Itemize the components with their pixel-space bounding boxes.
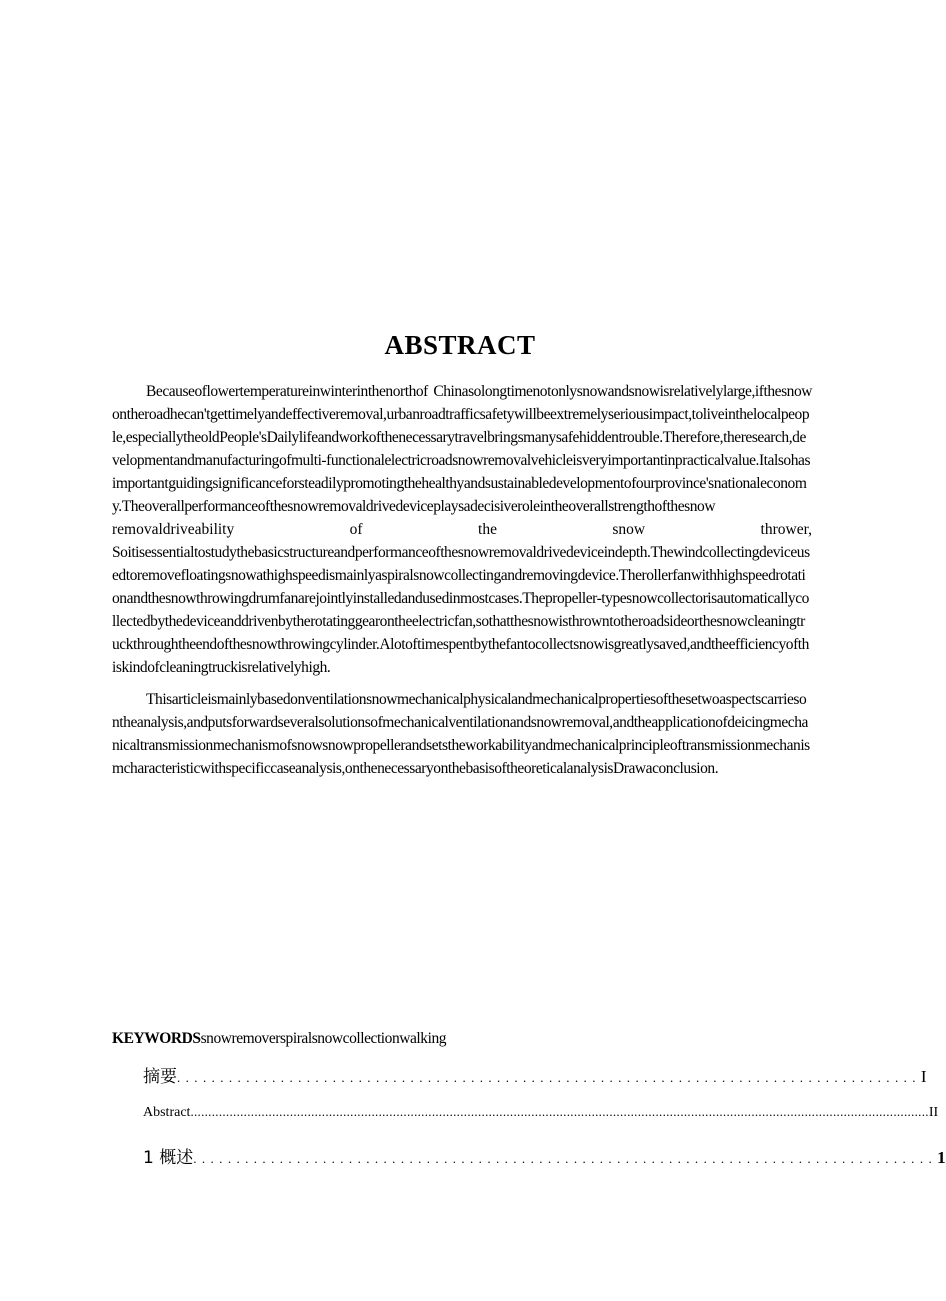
keywords-line bbox=[112, 1030, 446, 1048]
toc-item-label: Abstract bbox=[143, 1105, 191, 1120]
abstract-paragraph-1-part-1: Becauseoflowertemperatureinwinterinthenorthof Chinasolongtimenotonlysnowandsnowisrelativelylarge,ifthesnowontheroadhecan'tgettimelyandeffectiveremoval,urbanroadtrafficsafetywillbeextremelyseriousimpact,toliveinthelocalpeople,especiallytheoldPeople'sDailylifeandworkofthenecessarytravelbringsmanysafehiddentrouble.Therefore,theresearch,developmentandmanufacturingofmulti-functionalelectricroadsnowremovalvehicleisveryimportantinpracticalvalue.Italsohasimportantguidingsignificanceforsteadilypromotingthehealthyandsustainabledevelopmentofourprovince'snationaleconomy.Theoverallperformanceofthesnowremovaldrivedeviceplaysadecisiveroleintheoverallstrengthofthesnow bbox=[112, 383, 812, 515]
toc-item-abstract-en[interactable] bbox=[143, 1104, 939, 1121]
toc-page-number: 1 bbox=[937, 1148, 946, 1167]
toc-page-number: II bbox=[928, 1105, 939, 1120]
keywords-text: snowremoverspiralsnowcollectionwalking bbox=[200, 1030, 447, 1047]
toc-item-abstract-cn[interactable] bbox=[143, 1062, 927, 1087]
abstract-body bbox=[112, 380, 812, 780]
toc-item-label: 摘要 bbox=[143, 1067, 177, 1087]
toc-leader-dots: ...................................................................................... bbox=[193, 1151, 938, 1166]
toc-item-overview[interactable] bbox=[143, 1143, 946, 1168]
toc-page-number: I bbox=[920, 1067, 927, 1086]
toc-leader-dots: ...................................................................................... bbox=[177, 1070, 921, 1085]
toc-leader-dots: ................................................................................................................................................................................................................ bbox=[190, 1104, 929, 1119]
abstract-paragraph-2: Thisarticleismainlybasedonventilationsnowmechanicalphysicalandmechanicalpropertiesofthesetwoaspectscarriesontheanalysis,andputsforwardseveralsolutionsofmechanicalventilationandsnowremoval,andtheapplicationofdeicingmechanicaltransmissionmechanismofsnowsnowpropellerandsetstheworkabilityandmechanicalprincipleoftransmissionmechanismcharacteristicwithspecificcaseanalysis,onthenecessaryonthebasisoftheoreticalanalysisDrawaconclusion. bbox=[112, 691, 810, 777]
abstract-title: ABSTRACT bbox=[384, 330, 536, 360]
abstract-paragraph-1-part-2: Soitisessentialtostudythebasicstructureandperformanceofthesnowremovaldrivedeviceindepth.Thewindcollectingdeviceusedtoremovefloatingsnowathighspeedismainlyaspiralsnowcollectingandremovingdevice.Therollerfanwithhighspeedrotationandthesnowthrowingdrumfanarejointlyinstalledandusedinmostcases.Thepropeller-typesnowcollectorisautomaticallycollectedbythedeviceanddrivenbytherotatinggearontheelectricfan,sothatthesnowisthrowntotheroadsideorthesnowcleaningtruckthroughtheendofthesnowthrowingcylinder.Alotoftimespentbythefantocollectsnowisgreatlysaved,andtheefficiencyofthiskindofcleaningtruckisrelativelyhigh. bbox=[112, 544, 810, 676]
abstract-paragraph-1-spaced-line: removaldriveability of the snow thrower, bbox=[112, 521, 812, 538]
keywords-label: KEYWORDS bbox=[112, 1030, 201, 1047]
abstract-paragraph-1 bbox=[112, 380, 812, 679]
toc-item-label: 1 概述 bbox=[143, 1148, 194, 1168]
